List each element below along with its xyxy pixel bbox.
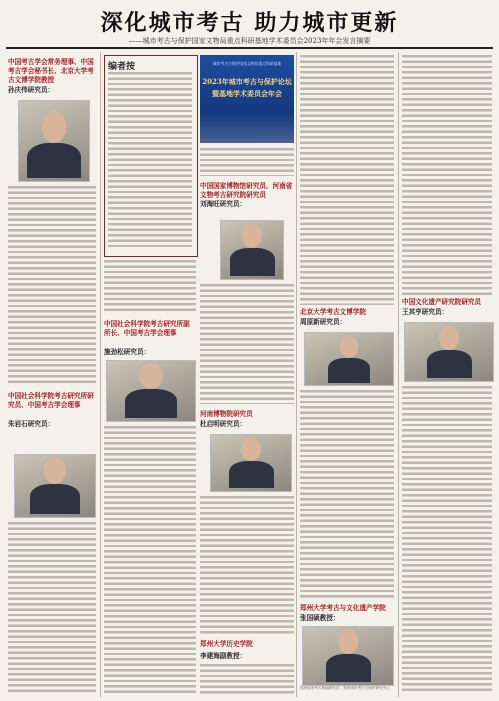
article-body [8,522,96,694]
article-body [402,386,492,694]
header-rule [6,47,493,49]
banner-top-line: 城市考古与保护国家文物局重点科研基地 [212,61,282,66]
article-body [402,55,492,295]
speaker-name: 刘海旺研究员： [200,200,247,208]
speaker-title: 中国考古学会常务理事、中国考古学会秘书长、北京大学考古文博学院教授 [8,58,94,84]
article-body [200,664,294,694]
speaker-title: 中国社会科学院考古研究所副所长、中国考古学会理事 [104,320,190,337]
article-body [200,148,294,176]
speaker-photo [404,322,494,382]
column-divider [100,52,101,697]
editor-note-body [108,72,192,250]
page-subtitle: ——城市考古与保护国家文物局重点科研基地学术委员会2023年年会发言摘要 [128,37,371,45]
speaker-name: 朱岩石研究员： [8,420,55,428]
article-body [104,260,196,314]
article-body [300,390,394,600]
forum-banner [200,55,294,143]
speaker-photo [106,360,196,422]
article-body [200,496,294,636]
article-body [200,284,294,404]
speaker-photo [304,332,394,386]
speaker-name: 张国硕教授： [300,614,340,622]
speaker-title: 中国文化遗产研究院研究员 [402,298,482,306]
speaker-title: 北京大学考古文博学院 [300,308,366,316]
column-divider [296,52,297,697]
speaker-photo [18,100,90,182]
photo-caption: 郑州城市考古基地研究员、郑州城市考古与保护研究中心 [300,686,390,690]
speaker-photo [302,626,394,686]
banner-title-2: 暨基地学术委员会年会 [212,89,282,98]
speaker-title: 中国国家博物馆研究员、河南省文物考古研究院研究员 [200,182,293,199]
banner-title-1: 2023年城市考古与保护论坛 [202,77,292,86]
column-divider [398,52,399,697]
article-body [300,55,394,305]
speaker-photo [220,220,284,280]
article-body [104,426,196,694]
speaker-title: 郑州大学考古与文化遗产学院 [300,604,386,612]
speaker-title: 郑州大学历史学院 [200,640,253,648]
speaker-name: 施劲松研究员： [104,348,151,356]
speaker-title: 中国社会科学院考古研究所研究员、中国考古学会理事 [8,392,94,409]
speaker-photo [210,434,292,492]
editor-note-title: 编者按 [108,62,136,72]
article-body [8,186,96,386]
speaker-name: 周原新研究员： [300,318,347,326]
speaker-photo [14,454,96,518]
speaker-name: 杜启明研究员： [200,420,247,428]
speaker-title: 河南博物院研究员 [200,410,253,418]
speaker-name: 李建海副教授： [200,652,247,660]
speaker-name: 孙庆伟研究员： [8,86,55,94]
page-title: 深化城市考古 助力城市更新 [100,10,399,36]
speaker-name: 王其亨研究员： [402,308,449,316]
